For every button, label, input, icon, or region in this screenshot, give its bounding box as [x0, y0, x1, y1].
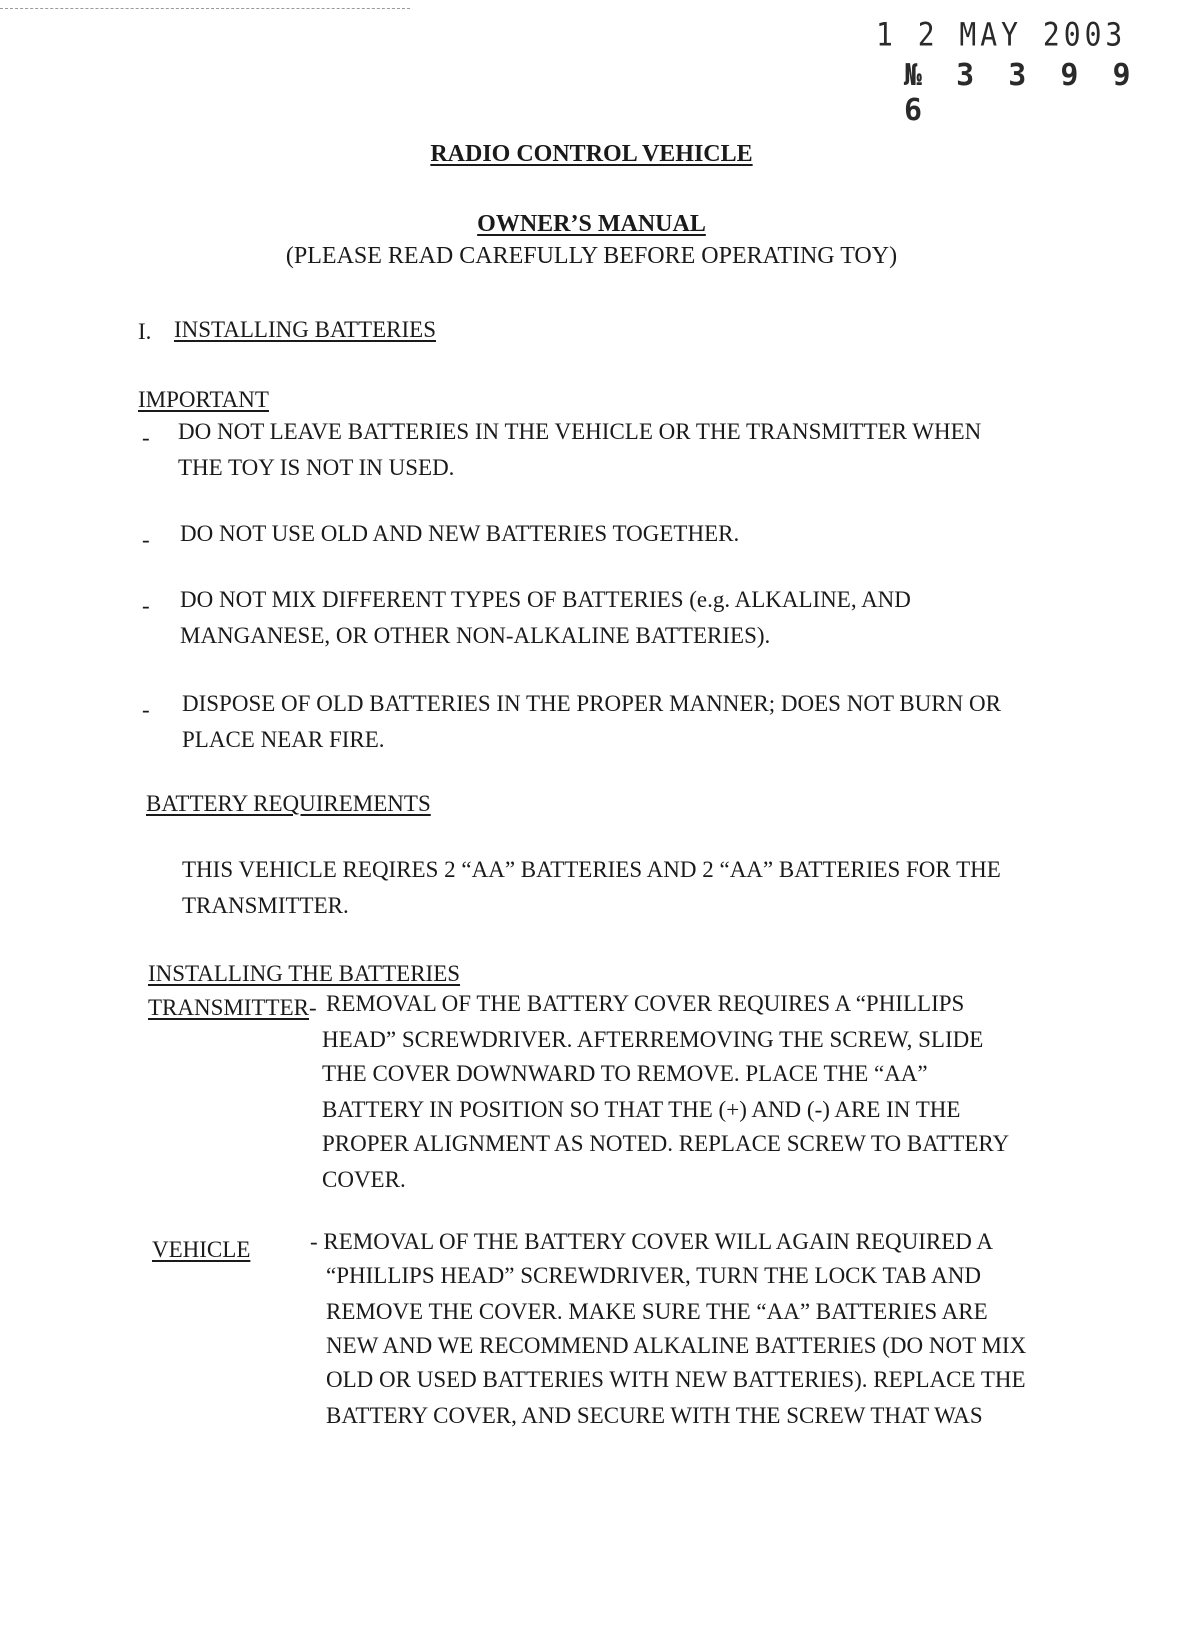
- document-subtitle-text: OWNER’S MANUAL: [477, 211, 706, 237]
- transmitter-label: TRANSMITTER: [148, 995, 309, 1020]
- vehicle-line: OLD OR USED BATTERIES WITH NEW BATTERIES). REPLACE THE: [326, 1367, 1026, 1392]
- read-notice-text: (PLEASE READ CAREFULLY BEFORE OPERATING TOY): [285, 243, 898, 269]
- transmitter-label-row: [148, 990, 317, 1026]
- transmitter-separator: -: [309, 995, 317, 1020]
- requirements-line: TRANSMITTER.: [182, 893, 349, 918]
- read-notice: [0, 238, 1183, 274]
- vehicle-line: BATTERY COVER, AND SECURE WITH THE SCREW THAT WAS: [326, 1403, 983, 1428]
- list-dash: -: [142, 527, 150, 552]
- section-heading: INSTALLING BATTERIES: [174, 317, 436, 342]
- vehicle-line: - REMOVAL OF THE BATTERY COVER WILL AGAIN REQUIRED A: [310, 1229, 993, 1254]
- requirements-line: THIS VEHICLE REQIRES 2 “AA” BATTERIES AND 2 “AA” BATTERIES FOR THE: [182, 857, 1001, 882]
- list-item-line: PLACE NEAR FIRE.: [182, 727, 385, 752]
- installing-heading: INSTALLING THE BATTERIES: [148, 961, 461, 986]
- document-subtitle: [0, 206, 1183, 242]
- list-dash: -: [142, 697, 150, 722]
- transmitter-line: HEAD” SCREWDRIVER. AFTERREMOVING THE SCREW, SLIDE: [322, 1027, 984, 1052]
- vehicle-line: REMOVE THE COVER. MAKE SURE THE “AA” BATTERIES ARE: [326, 1299, 988, 1324]
- list-item-line: DISPOSE OF OLD BATTERIES IN THE PROPER MANNER; DOES NOT BURN OR: [182, 691, 1001, 716]
- document-title: [0, 136, 1183, 172]
- transmitter-line: THE COVER DOWNWARD TO REMOVE. PLACE THE “AA”: [322, 1061, 928, 1086]
- scan-edge-line: [0, 8, 410, 9]
- section-numeral: I.: [138, 319, 152, 344]
- list-item-line: THE TOY IS NOT IN USED.: [178, 455, 455, 480]
- transmitter-line: PROPER ALIGNMENT AS NOTED. REPLACE SCREW TO BATTERY: [322, 1131, 1010, 1156]
- list-item-line: DO NOT USE OLD AND NEW BATTERIES TOGETHER.: [180, 521, 740, 546]
- list-item-line: DO NOT LEAVE BATTERIES IN THE VEHICLE OR THE TRANSMITTER WHEN: [178, 419, 982, 444]
- list-item-line: MANGANESE, OR OTHER NON-ALKALINE BATTERIES).: [180, 623, 771, 648]
- transmitter-line: REMOVAL OF THE BATTERY COVER REQUIRES A “PHILLIPS: [326, 991, 965, 1016]
- important-heading: IMPORTANT: [138, 387, 269, 412]
- requirements-heading: BATTERY REQUIREMENTS: [146, 791, 431, 816]
- transmitter-line: BATTERY IN POSITION SO THAT THE (+) AND (-) ARE IN THE: [322, 1097, 961, 1122]
- document-title-text: RADIO CONTROL VEHICLE: [430, 141, 753, 167]
- list-item-line: DO NOT MIX DIFFERENT TYPES OF BATTERIES (e.g. ALKALINE, AND: [180, 587, 911, 612]
- date-stamp: 1 2 MAY 2003: [876, 15, 1127, 54]
- list-dash: -: [142, 593, 150, 618]
- number-stamp: № 3 3 9 9 6: [904, 58, 1139, 128]
- transmitter-line: COVER.: [322, 1167, 406, 1192]
- vehicle-label: VEHICLE: [152, 1237, 251, 1262]
- vehicle-line: “PHILLIPS HEAD” SCREWDRIVER, TURN THE LOCK TAB AND: [326, 1263, 981, 1288]
- vehicle-line: NEW AND WE RECOMMEND ALKALINE BATTERIES (DO NOT MIX: [326, 1333, 1027, 1358]
- list-dash: -: [142, 425, 150, 450]
